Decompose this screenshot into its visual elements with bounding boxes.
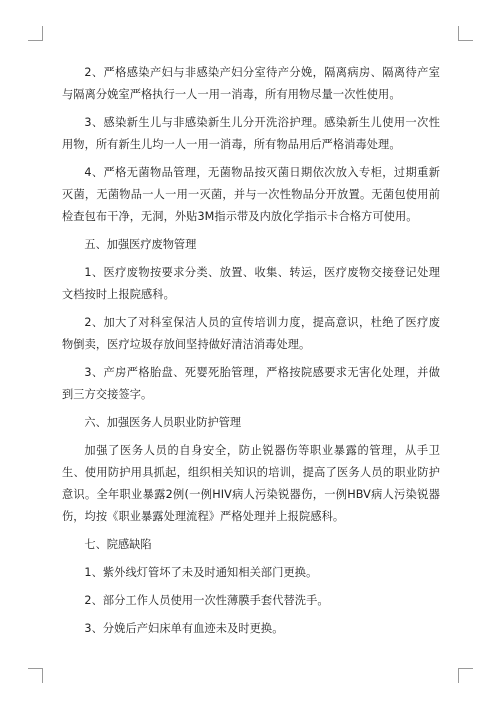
paragraph-glove-use: 2、部分工作人员使用一次性薄膜手套代替洗手。: [84, 594, 329, 607]
crop-mark-bottom-left: [28, 668, 43, 683]
paragraph-isolation-delivery: 2、严格感染产妇与非感染产妇分室待产分娩，隔离病房、隔离待产室与隔离分娩室严格执行一人一用一消毒，所有用物尽量一次性使用。: [62, 66, 440, 101]
paragraph-occupational-exposure: 加强了医务人员的自身安全，防止锐器伤等职业暴露的管理，从手卫生、使用防护用具抓起，组织相关知识的培训，提高了医务人员的职业防护意识。全年职业暴露2例(一例HIV病人污染锐器伤，一例HBV病人污染锐器伤，均按《职业暴露处理流程》严格处理并上报院感科。: [62, 444, 440, 523]
paragraph-newborn-bathing: 3、感染新生儿与非感染新生儿分开洗浴护理。感染新生儿使用一次性用物，所有新生儿均一人一用一消毒，所有物品用后严格消毒处理。: [62, 116, 440, 151]
paragraph-placenta-management: 3、产房严格胎盘、死婴死胎管理，严格按院感要求无害化处理，并做到三方交接签字。: [62, 366, 440, 401]
paragraph-cleaning-staff-training: 2、加大了对科室保洁人员的宣传培训力度，提高意识，杜绝了医疗废物倒卖，医疗垃圾存放间坚持做好清洁消毒处理。: [62, 316, 440, 351]
crop-mark-bottom-right: [458, 668, 473, 683]
paragraph-bed-sheet: 3、分娩后产妇床单有血迹未及时更换。: [84, 622, 284, 635]
paragraph-waste-sorting: 1、医疗废物按要求分类、放置、收集、转运，医疗废物交接登记处理文档按时上报院感科。: [62, 266, 440, 301]
section-heading-infection-defects: 七、院感缺陷: [84, 538, 152, 551]
crop-mark-top-left: [28, 26, 43, 41]
paragraph-sterile-items: 4、严格无菌物品管理，无菌物品按灭菌日期依次放入专柜，过期重新灭菌，无菌物品一人一用一灭菌，并与一次性物品分开放置。无菌包使用前检查包布干净，无洞，外贴3M指示带及内放化学指示卡合格方可使用。: [62, 166, 440, 223]
section-heading-occupational-protection: 六、加强医务人员职业防护管理: [84, 416, 242, 429]
paragraph-uv-lamp: 1、紫外线灯管坏了未及时通知相关部门更换。: [84, 566, 318, 579]
section-heading-medical-waste: 五、加强医疗废物管理: [84, 238, 197, 251]
crop-mark-top-right: [458, 26, 473, 41]
document-body: [62, 62, 440, 646]
